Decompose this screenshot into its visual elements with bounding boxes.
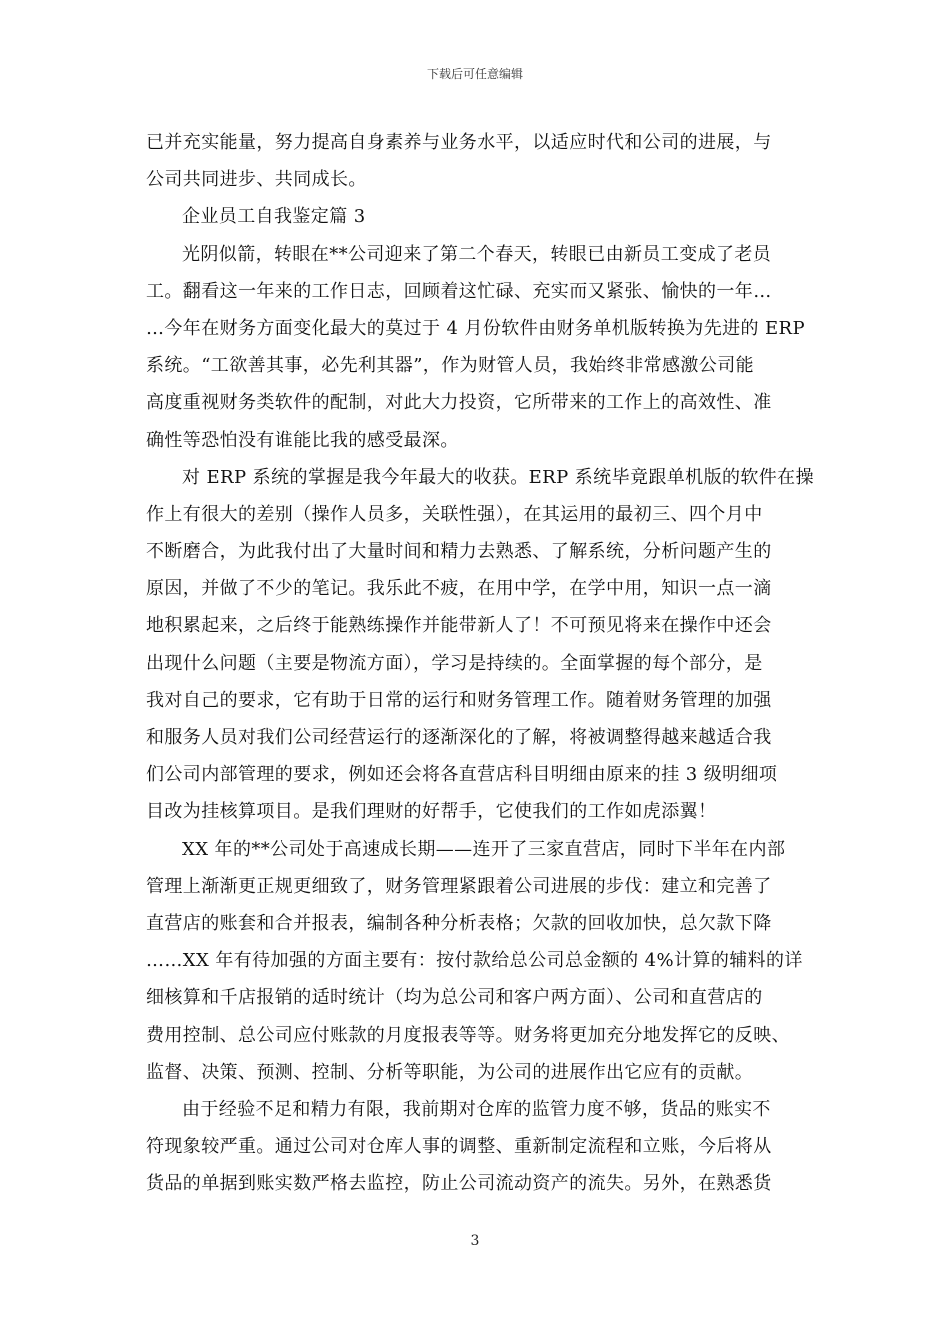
text-line: 已并充实能量，努力提高自身素养与业务水平，以适应时代和公司的进展，与 (146, 132, 772, 153)
text-line: 确性等恐怕没有谁能比我的感受最深。 (146, 429, 459, 451)
text-line: 我对自己的要求，它有助于日常的运行和财务管理工作。随着财务管理的加强 (146, 689, 772, 711)
text-line: 工。翻看这一年来的工作日志，回顾着这忙碌、充实而又紧张、愉快的一年… (146, 280, 772, 302)
text-line: 地积累起来，之后终于能熟练操作并能带新人了！不可预见将来在操作中还会 (146, 615, 772, 637)
text-line: 细核算和千店报销的适时统计（均为总公司和客户两方面）、公司和直营店的 (146, 987, 763, 1009)
text-line: 监督、决策、预测、控制、分析等职能，为公司的进展作出它应有的贡献。 (146, 1061, 754, 1083)
text-line: 出现什么问题（主要是物流方面），学习是持续的。全面掌握的每个部分，是 (146, 652, 763, 674)
text-line: 光阴似箭，转眼在**公司迎来了第二个春天，转眼已由新员工变成了老员 (182, 243, 772, 265)
page-number: 3 (470, 1233, 480, 1249)
text-line: 作上有很大的差别（操作人员多，关联性强），在其运用的最初三、四个月中 (146, 503, 763, 525)
text-line: 对 ERP 系统的掌握是我今年最大的收获。ERP 系统毕竟跟单机版的软件在操 (182, 466, 814, 488)
text-line: 系统。“工欲善其事，必先利其器”，作为财管人员，我始终非常感激公司能 (146, 355, 755, 377)
text-line: 公司共同进步、共同成长。 (146, 169, 367, 191)
text-line: 管理上渐渐更正规更细致了，财务管理紧跟着公司进展的步伐：建立和完善了 (146, 875, 772, 897)
text-line: 企业员工自我鉴定篇 3 (182, 206, 366, 228)
page-header: 下载后可任意编辑 (426, 67, 523, 81)
text-line: 货品的单据到账实数严格去监控，防止公司流动资产的流失。另外，在熟悉货 (146, 1173, 772, 1195)
text-line: 原因，并做了不少的笔记。我乐此不疲，在用中学，在学中用，知识一点一滴 (146, 578, 772, 600)
text-line: ……XX 年有待加强的方面主要有：按付款给总公司总金额的 4%计算的辅料的详 (146, 950, 803, 972)
document-body (146, 124, 826, 1202)
text-line: XX 年的**公司处于高速成长期——连开了三家直营店，同时下半年在内部 (182, 838, 786, 860)
text-line: 费用控制、总公司应付账款的月度报表等等。财务将更加充分地发挥它的反映、 (146, 1024, 790, 1046)
text-line: 直营店的账套和合并报表，编制各种分析表格；欠款的回收加快，总欠款下降 (146, 912, 772, 934)
text-line: 和服务人员对我们公司经营运行的逐渐深化的了解，将被调整得越来越适合我 (146, 727, 772, 748)
text-line: 符现象较严重。通过公司对仓库人事的调整、重新制定流程和立账，今后将从 (146, 1136, 772, 1158)
text-line: 高度重视财务类软件的配制，对此大力投资，它所带来的工作上的高效性、准 (146, 392, 772, 414)
text-line: 不断磨合，为此我付出了大量时间和精力去熟悉、了解系统，分析问题产生的 (146, 541, 772, 563)
text-line: 目改为挂核算项目。是我们理财的好帮手，它使我们的工作如虎添翼！ (146, 801, 717, 823)
text-line: …今年在财务方面变化最大的莫过于 4 月份软件由财务单机版转换为先进的 ERP (146, 317, 806, 339)
text-line: 由于经验不足和精力有限，我前期对仓库的监管力度不够，货品的账实不 (182, 1098, 771, 1120)
text-line: 们公司内部管理的要求，例如还会将各直营店科目明细由原来的挂 3 级明细项 (146, 764, 778, 786)
